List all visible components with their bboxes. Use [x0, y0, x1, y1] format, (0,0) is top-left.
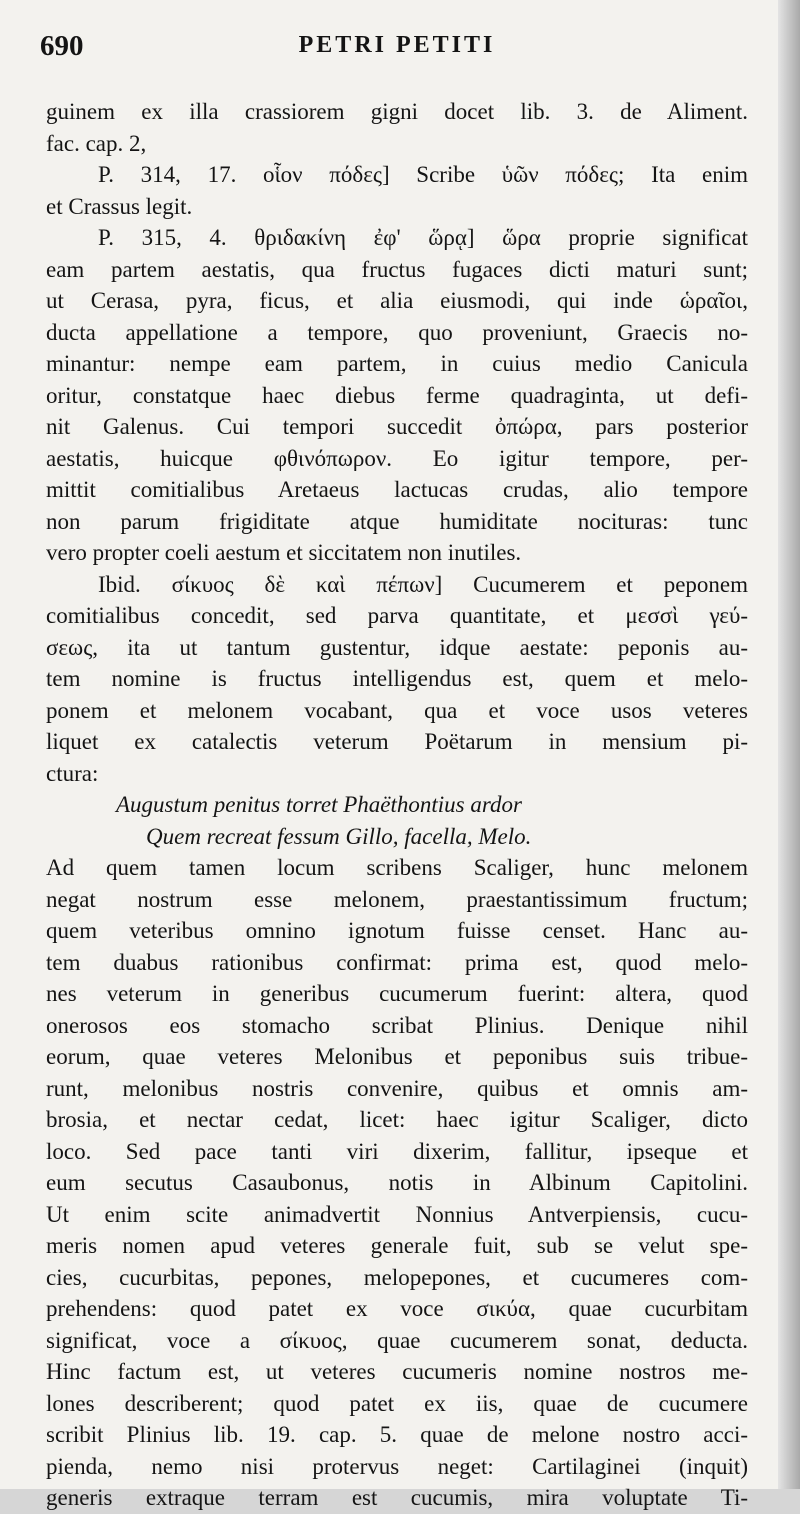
text-line: runt, melonibus nostris convenire, quibus et omnis am-: [46, 1075, 748, 1101]
text-line: Ibid. σίκυος δὲ καὶ πέπων] Cucumerem et peponem: [98, 571, 748, 597]
text-line: aestatis, huicque φθινόπωρον. Eo igitur tempore, per-: [46, 445, 748, 471]
text-line: ducta appellatione a tempore, quo proveniunt, Graecis no-: [46, 319, 748, 345]
text-line: σεως, ita ut tantum gustentur, idque aestate: peponis au-: [46, 634, 748, 660]
text-line: liquet ex catalectis veterum Poëtarum in mensium pi-: [46, 729, 748, 754]
page-header: [40, 24, 748, 84]
text-line: Hinc factum est, ut veteres cucumeris nomine nostros me-: [46, 1359, 748, 1384]
page-gutter-shadow: [778, 0, 800, 1489]
text-line: eorum, quae veteres Melonibus et peponibus suis tribue-: [46, 1044, 748, 1069]
text-line: prehendens: quod patet ex voce σικύα, quae cucurbitam: [46, 1296, 748, 1321]
text-line: quem veteribus omnino ignotum fuisse censet. Hanc au-: [46, 918, 748, 943]
text-line: tem duabus rationibus confirmat: prima est, quod melo-: [46, 949, 748, 975]
page-body: [46, 96, 748, 1514]
text-line: brosia, et nectar cedat, licet: haec igitur Scaliger, dicto: [46, 1107, 748, 1132]
text-line: generis extraque terram est cucumis, mira voluptate Ti-: [46, 1485, 748, 1510]
text-line: cies, cucurbitas, pepones, melopepones, et cucumeres com-: [46, 1264, 748, 1290]
text-line: mittit comitialibus Aretaeus lactucas crudas, alio tempore: [46, 477, 748, 502]
text-line: eam partem aestatis, qua fructus fugaces dicti maturi sunt;: [46, 256, 748, 282]
text-line: vero propter coeli aestum et siccitatem non inutiles.: [46, 540, 522, 565]
text-line: P. 315, 4. θριδακίνη ἐφ' ὥρᾳ] ὥρα proprie significat: [98, 225, 748, 250]
text-line: fac. cap. 2,: [46, 130, 147, 156]
text-line: scribit Plinius lib. 19. cap. 5. quae de melone nostro acci-: [46, 1422, 748, 1447]
text-line: eum secutus Casaubonus, notis in Albinum Capitolini.: [46, 1170, 748, 1195]
text-line: ctura:: [46, 760, 99, 786]
text-line: non parum frigiditate atque humiditate nocituras: tunc: [46, 508, 748, 534]
text-line: nes veterum in generibus cucumerum fuerint: altera, quod: [46, 981, 748, 1006]
text-line: loco. Sed pace tanti viri dixerim, fallitur, ipseque et: [46, 1138, 748, 1164]
verse-line: Augustum penitus torret Phaëthontius ardor: [116, 792, 522, 817]
verse-line: Quem recreat fessum Gillo, facella, Melo.: [146, 823, 532, 849]
text-line: P. 314, 17. οἷον πόδες] Scribe ὑῶν πόδες; Ita enim: [98, 162, 748, 187]
text-line: negat nostrum esse melonem, praestantissimum fructum;: [46, 886, 748, 912]
text-line: onerosos eos stomacho scribat Plinius. Denique nihil: [46, 1012, 748, 1038]
page-number: 690: [40, 30, 84, 62]
text-line: et Crassus legit.: [46, 193, 193, 219]
text-line: meris nomen apud veteres generale fuit, sub se velut spe-: [46, 1233, 748, 1258]
text-line: Ut enim scite animadvertit Nonnius Antverpiensis, cucu-: [46, 1201, 748, 1227]
text-line: nit Galenus. Cui tempori succedit ὀπώρα, pars posterior: [46, 414, 748, 439]
text-line: tem nomine is fructus intelligendus est, quem et melo-: [46, 666, 748, 691]
text-line: minantur: nempe eam partem, in cuius medio Canicula: [46, 351, 748, 376]
text-line: ut Cerasa, pyra, ficus, et alia eiusmodi, qui inde ὡραῖοι,: [46, 288, 748, 313]
running-title: PETRI PETITI: [298, 32, 496, 58]
text-line: lones describerent; quod patet ex iis, quae de cucumere: [46, 1390, 748, 1416]
text-line: pienda, nemo nisi protervus neget: Cartilaginei (inquit): [46, 1453, 748, 1479]
text-line: guinem ex illa crassiorem gigni docet lib. 3. de Aliment.: [46, 99, 748, 124]
text-line: Ad quem tamen locum scribens Scaliger, hunc melonem: [46, 855, 748, 880]
text-line: comitialibus concedit, sed parva quantitate, et μεσσὶ γεύ-: [46, 603, 748, 628]
text-line: significat, voce a σίκυος, quae cucumerem sonat, deducta.: [46, 1327, 748, 1353]
text-line: oritur, constatque haec diebus ferme quadraginta, ut defi-: [46, 382, 748, 408]
text-line: ponem et melonem vocabant, qua et voce usos veteres: [46, 697, 748, 723]
